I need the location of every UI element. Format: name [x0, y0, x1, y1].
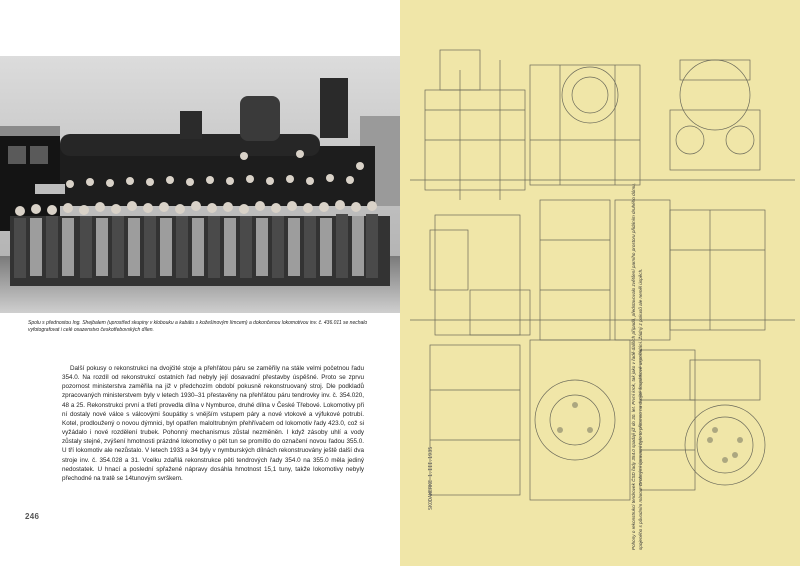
page-number: 246	[25, 512, 40, 521]
body-text: Další pokusy o rekonstrukci na dvojčité stoje a přehřátou páru se zaměřily na stále velmi početnou řadu 354.0. Na rozdíl od rekonstrukcí ostatních řad nebyly její dosavadní přestavby úspěšné. Proto se zprvu pozornost ministerstva zaměřila na již v předchozím období pokusně rekonstruovaný stroj. Dle podkladů zpracovaných ministerstvem byly v letech 1930–31 přestavěny na přehřátou páru tendrovky inv. č. 354.020, 48 a 25. Rekonstrukci první a třetí provedla dílna v Nymburce, druhé dílna v České Třebové. Lokomotivy při ní dostaly nové válce s válcovými šoupátky s vnějším vstupem páry a nové vtokové a výfukové potrubí. Kotel, prodloužený o novou dýmnici, byl opatřen maloltrubným přehřívačem od lokomotiv řady 423.0, což si vyžádalo i nové rozdělení trubek. Pohonný mechanismus zůstal nezměněn. I když zásoby uhlí a vody zůstaly stejné, zvýšení hmotnosti prázdné lokomotivy o pět tun se promítlo do označení novou řadou 355.0. U tří lokomotiv ale nezůstalo. V letech 1933 a 34 byly v nymburských dílnách rekonstruovány ještě další dva stroje inv. č. 354.028 a 31. Vcelku zdařilá rekonstrukce pěti tendrových řady 354.0 na 355.0 měla jediný nedostatek. U hnací a poslední spřažené nápravy dosáhla hmotnost 15,1 tuny, takže lokomotivy nebyly přechodné na tratě se 14tunovým svrškem.	[62, 365, 364, 482]
right-page	[400, 0, 800, 566]
stamp-text: SKODAWERKE 1.III.1935	[428, 446, 434, 510]
drawing-stamp	[428, 447, 434, 510]
locomotive-technical-drawing-icon	[400, 0, 800, 566]
side-caption-line: Pohony o rekonstrukci tendrovek ČSD řady 354.0 spadají již do 30. let. První krok, tak jako v řadě dalších případů, představovalo zvětšení parního prostoru přidáním druhého dómu,	[631, 183, 637, 550]
photo-caption: Spolu s přednostou Ing. Shejbalem (uprostřed skupiny v klobouku a kabátu s kožešinovým límcem) a dokončenou lokomotivou inv. č. 436.011 se nechalo vyfotografovat i celé osazenstvo českotřebovských dílen.	[28, 320, 368, 334]
side-caption	[631, 50, 645, 550]
side-caption-line: spojeného s pôvodním mlarou. Drobnými úpravami bylo to přitomno na dvojité šoupátkové uspořádání. Žádný z pokusů ale neměl úspěch.	[638, 268, 643, 550]
historic-photo	[0, 56, 400, 313]
historic-photo-locomotive-workers-icon	[0, 56, 400, 313]
